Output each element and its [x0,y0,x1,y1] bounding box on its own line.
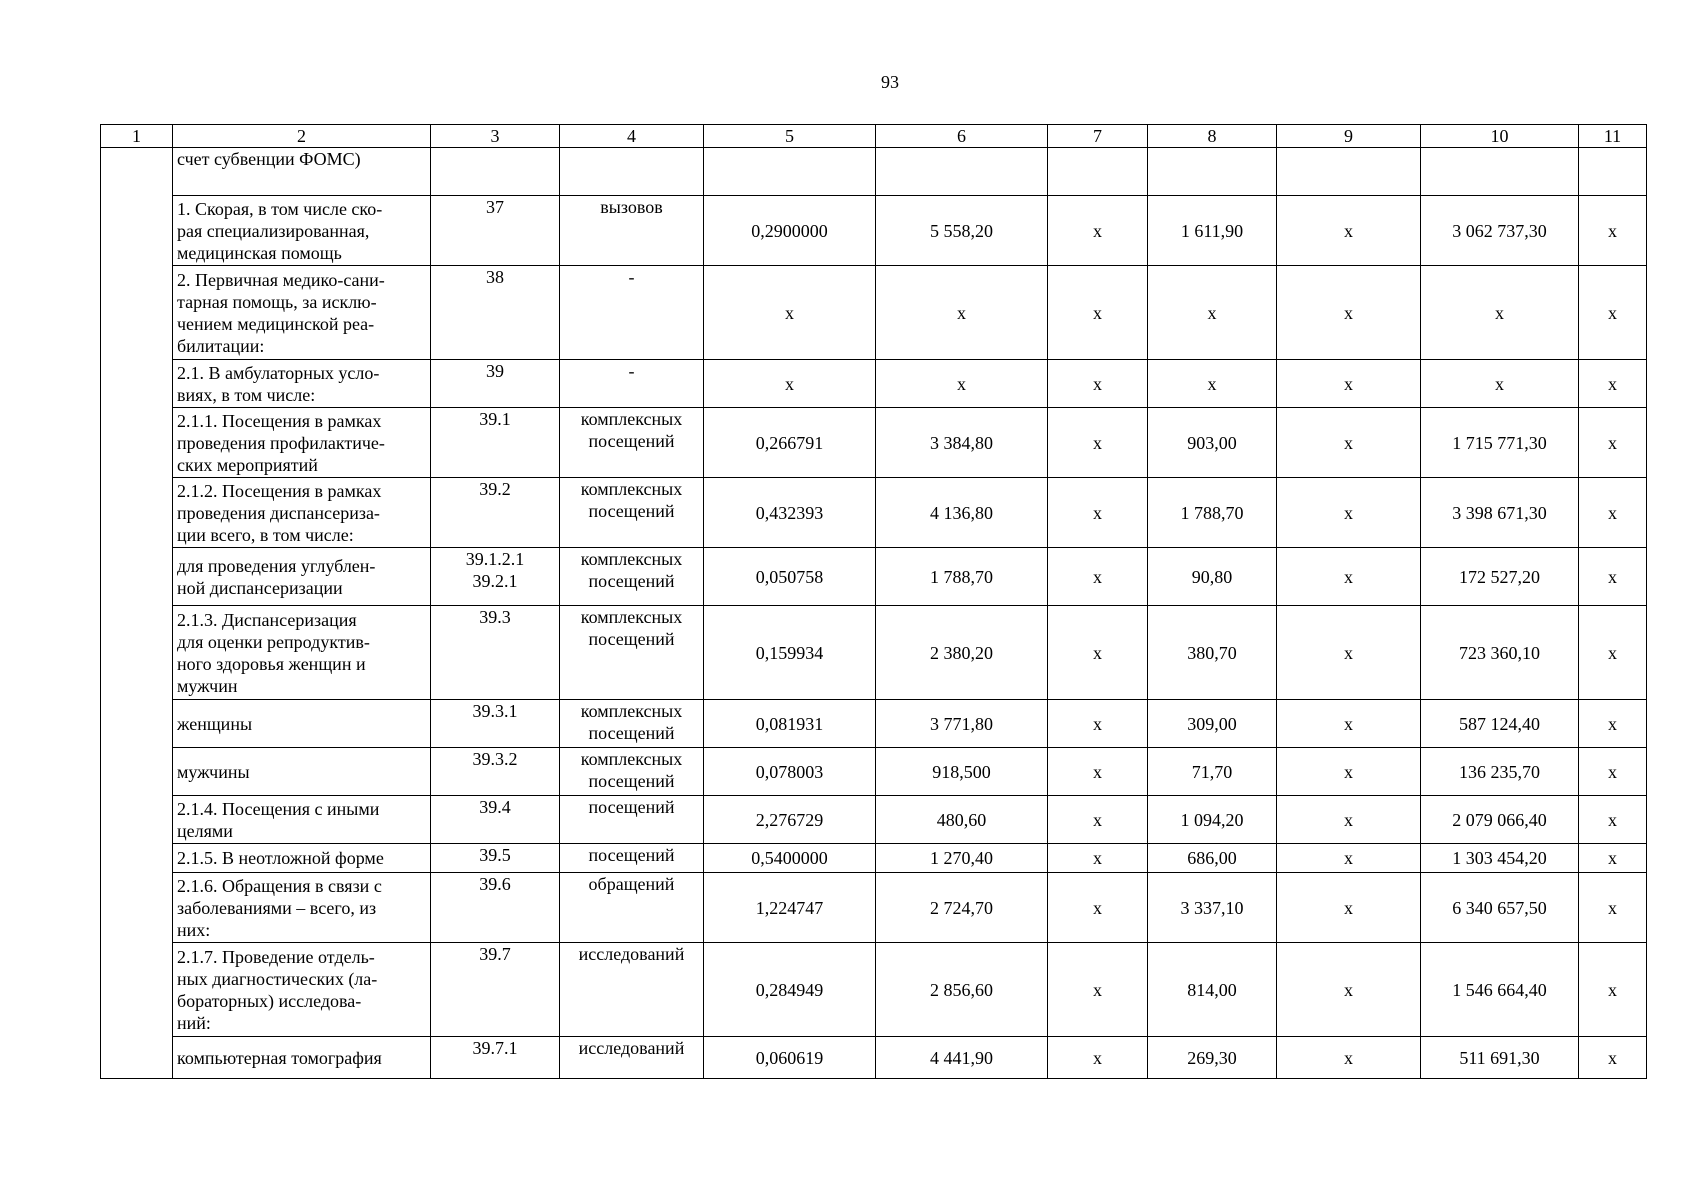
table-row [101,796,1647,844]
value-cell-7: х [1048,943,1148,1037]
value-cell-5 [704,148,876,196]
value-cell-10: 1 303 454,20 [1421,844,1579,873]
unit-cell [560,844,704,873]
value-cell-11: х [1579,266,1647,360]
value-cell-10: 172 527,20 [1421,548,1579,606]
indicator-cell-line: бораторных) исследова- [177,990,362,1011]
value-cell-5: 0,5400000 [704,844,876,873]
value-cell-5: 0,050758 [704,548,876,606]
value-cell-6 [876,148,1048,196]
value-cell-8: 686,00 [1148,844,1277,873]
value-cell-7: х [1048,873,1148,943]
column-header: 8 [1148,125,1277,148]
value-cell-5: 0,159934 [704,606,876,700]
line-number-cell [431,548,560,606]
unit-cell-line: комплексных [580,749,683,769]
value-cell-8: 1 788,70 [1148,478,1277,548]
value-cell-6: 4 136,80 [876,478,1048,548]
value-cell-9: х [1277,873,1421,943]
indicator-cell [173,548,431,606]
indicator-cell-line: целями [177,820,233,841]
indicator-cell-line: 2.1. В амбулаторных усло- [177,362,380,383]
indicator-cell-line: ного здоровья женщин и [177,653,366,674]
indicator-cell [173,266,431,360]
row-number-cell [101,148,173,1079]
line-number-cell-line: 39.3.1 [472,701,518,721]
line-number-cell-line: 39.3.2 [472,749,518,769]
unit-cell [560,478,704,548]
value-cell-9: х [1277,844,1421,873]
value-cell-10: 3 398 671,30 [1421,478,1579,548]
value-cell-7: х [1048,196,1148,266]
value-cell-5: 0,060619 [704,1037,876,1079]
unit-cell [560,1037,704,1079]
value-cell-9: х [1277,1037,1421,1079]
value-cell-10: 511 691,30 [1421,1037,1579,1079]
table-row [101,266,1647,360]
value-cell-11: х [1579,844,1647,873]
line-number-cell [431,606,560,700]
value-cell-11 [1579,148,1647,196]
column-header: 2 [173,125,431,148]
value-cell-7: х [1048,700,1148,748]
value-cell-5: 0,432393 [704,478,876,548]
value-cell-6: 2 724,70 [876,873,1048,943]
table-row [101,360,1647,408]
value-cell-8: х [1148,266,1277,360]
value-cell-8 [1148,148,1277,196]
indicator-cell-line: 2.1.5. В неотложной форме [177,848,384,868]
indicator-cell-line: ции всего, в том числе: [177,524,354,545]
value-cell-9: х [1277,360,1421,408]
value-cell-10: 1 546 664,40 [1421,943,1579,1037]
value-cell-9: х [1277,943,1421,1037]
indicator-cell [173,408,431,478]
indicator-cell-line: 2.1.6. Обращения в связи с [177,875,382,896]
table-row [101,148,1647,196]
value-cell-11: х [1579,1037,1647,1079]
value-cell-8: 90,80 [1148,548,1277,606]
value-cell-5: 0,081931 [704,700,876,748]
line-number-cell [431,844,560,873]
line-number-cell-line: 39.7.1 [472,1038,518,1058]
value-cell-8: 380,70 [1148,606,1277,700]
indicator-cell-line: проведения диспансеризa- [177,502,380,523]
unit-cell-line: - [628,267,635,287]
indicator-cell-line: тарная помощь, за исклю- [177,291,377,312]
header-row [101,125,1647,148]
line-number-cell-line: 39.2.1 [472,571,518,591]
value-cell-11: х [1579,548,1647,606]
line-number-cell-line: 39.2 [479,479,511,499]
value-cell-5: 0,2900000 [704,196,876,266]
indicator-cell [173,360,431,408]
value-cell-11: х [1579,796,1647,844]
value-cell-5: х [704,266,876,360]
value-cell-5: х [704,360,876,408]
unit-cell-line: посещений [588,771,675,791]
unit-cell-line: посещений [588,501,675,521]
value-cell-7: х [1048,548,1148,606]
unit-cell [560,606,704,700]
value-cell-6: х [876,360,1048,408]
unit-cell-line: комплексных [580,409,683,429]
value-cell-7: х [1048,796,1148,844]
value-cell-10: 2 079 066,40 [1421,796,1579,844]
value-cell-8: 309,00 [1148,700,1277,748]
unit-cell [560,148,704,196]
line-number-cell-line: 38 [486,267,504,287]
value-cell-7: х [1048,1037,1148,1079]
table-row [101,748,1647,796]
line-number-cell-line: 39.1 [479,409,511,429]
unit-cell [560,196,704,266]
value-cell-11: х [1579,606,1647,700]
data-table [100,124,1647,1079]
line-number-cell [431,873,560,943]
value-cell-8: 3 337,10 [1148,873,1277,943]
unit-cell-line: обращений [588,874,675,894]
column-header: 11 [1579,125,1647,148]
indicator-cell [173,873,431,943]
indicator-cell-line: мужчин [177,675,238,696]
indicator-cell-line: билитации: [177,335,265,356]
value-cell-10: 1 715 771,30 [1421,408,1579,478]
unit-cell-line: посещений [588,431,675,451]
value-cell-11: х [1579,873,1647,943]
indicator-cell-line: чением медицинской реа- [177,313,375,334]
value-cell-7: х [1048,478,1148,548]
value-cell-11: х [1579,748,1647,796]
value-cell-8: 1 611,90 [1148,196,1277,266]
line-number-cell [431,1037,560,1079]
unit-cell [560,360,704,408]
value-cell-8: 1 094,20 [1148,796,1277,844]
table-row [101,196,1647,266]
table-row [101,548,1647,606]
indicator-cell-line: медицинская помощь [177,242,342,263]
table-row [101,478,1647,548]
indicator-cell [173,1037,431,1079]
indicator-cell-line: 2.1.1. Посещения в рамках [177,410,382,431]
indicator-cell [173,700,431,748]
unit-cell-line: посещений [588,571,675,591]
unit-cell-line: комплексных [580,701,683,721]
table-row [101,844,1647,873]
value-cell-6: 3 384,80 [876,408,1048,478]
indicator-cell-line: проведения профилактиче- [177,432,385,453]
column-header: 5 [704,125,876,148]
indicator-cell-line: компьютерная томография [177,1047,382,1068]
unit-cell-line: комплексных [580,479,683,499]
line-number-cell [431,748,560,796]
value-cell-9: х [1277,266,1421,360]
indicator-cell-line: 2.1.7. Проведение отдель- [177,946,375,967]
value-cell-9: х [1277,606,1421,700]
value-cell-9: х [1277,796,1421,844]
value-cell-6: 4 441,90 [876,1037,1048,1079]
value-cell-8: х [1148,360,1277,408]
table-row [101,408,1647,478]
value-cell-9: х [1277,196,1421,266]
unit-cell [560,873,704,943]
table-row [101,606,1647,700]
value-cell-9: х [1277,700,1421,748]
column-header: 6 [876,125,1048,148]
line-number-cell-line: 39.1.2.1 [465,549,525,569]
line-number-cell [431,360,560,408]
value-cell-5: 0,284949 [704,943,876,1037]
indicator-cell-line: для проведения углублен- [177,555,376,576]
indicator-cell-line: 2. Первичная медико-сани- [177,269,385,290]
value-cell-5: 0,078003 [704,748,876,796]
indicator-cell-line: для оценки репродуктив- [177,631,370,652]
line-number-cell [431,478,560,548]
value-cell-10: х [1421,266,1579,360]
indicator-cell [173,796,431,844]
unit-cell-line: исследований [578,1038,685,1058]
line-number-cell [431,700,560,748]
unit-cell [560,796,704,844]
unit-cell-line: посещений [588,629,675,649]
value-cell-11: х [1579,478,1647,548]
indicator-cell-line: 2.1.2. Посещения в рамках [177,480,382,501]
indicator-cell-line: 1. Скорая, в том числе ско- [177,198,383,219]
value-cell-11: х [1579,196,1647,266]
indicator-cell-line: ных диагностических (ла- [177,968,378,989]
column-header: 7 [1048,125,1148,148]
unit-cell [560,700,704,748]
value-cell-9: х [1277,408,1421,478]
column-header: 9 [1277,125,1421,148]
line-number-cell [431,148,560,196]
unit-cell-line: комплексных [580,607,683,627]
line-number-cell [431,408,560,478]
indicator-cell [173,148,431,196]
table-row [101,1037,1647,1079]
value-cell-8: 814,00 [1148,943,1277,1037]
value-cell-5: 0,266791 [704,408,876,478]
value-cell-11: х [1579,408,1647,478]
value-cell-6: 3 771,80 [876,700,1048,748]
indicator-cell-line: виях, в том числе: [177,384,316,405]
indicator-cell-line: 2.1.3. Диспансеризация [177,609,357,630]
unit-cell-line: вызовов [600,197,663,217]
value-cell-8: 269,30 [1148,1037,1277,1079]
column-header: 10 [1421,125,1579,148]
line-number-cell [431,943,560,1037]
indicator-cell [173,478,431,548]
value-cell-7: х [1048,360,1148,408]
line-number-cell [431,266,560,360]
indicator-cell [173,943,431,1037]
value-cell-10: 136 235,70 [1421,748,1579,796]
value-cell-6: 1 270,40 [876,844,1048,873]
column-header: 3 [431,125,560,148]
line-number-cell-line: 39 [486,361,504,381]
line-number-cell-line: 39.3 [479,607,511,627]
line-number-cell-line: 39.7 [479,944,511,964]
unit-cell [560,943,704,1037]
unit-cell-line: посещений [588,845,675,865]
value-cell-6: 5 558,20 [876,196,1048,266]
unit-cell-line: посещений [588,723,675,743]
unit-cell [560,408,704,478]
indicator-cell-line: них: [177,919,211,940]
unit-cell [560,266,704,360]
value-cell-7: х [1048,408,1148,478]
unit-cell-line: исследований [578,944,685,964]
value-cell-10: 723 360,10 [1421,606,1579,700]
value-cell-5: 1,224747 [704,873,876,943]
value-cell-11: х [1579,700,1647,748]
unit-cell [560,548,704,606]
column-header: 1 [101,125,173,148]
indicator-cell-line: женщины [177,713,253,734]
indicator-cell-line: мужчины [177,761,250,782]
value-cell-7: х [1048,748,1148,796]
value-cell-6: 2 380,20 [876,606,1048,700]
table-row [101,700,1647,748]
line-number-cell-line: 39.5 [479,845,511,865]
value-cell-7 [1048,148,1148,196]
value-cell-11: х [1579,943,1647,1037]
value-cell-11: х [1579,360,1647,408]
table-row [101,873,1647,943]
value-cell-6: х [876,266,1048,360]
value-cell-10 [1421,148,1579,196]
line-number-cell-line: 37 [486,197,504,217]
indicator-cell [173,844,431,873]
value-cell-6: 918,500 [876,748,1048,796]
indicator-cell [173,748,431,796]
value-cell-10: 3 062 737,30 [1421,196,1579,266]
value-cell-8: 71,70 [1148,748,1277,796]
value-cell-6: 480,60 [876,796,1048,844]
indicator-cell [173,196,431,266]
unit-cell [560,748,704,796]
indicator-cell [173,606,431,700]
indicator-cell-line: рая специализированная, [177,220,370,241]
value-cell-6: 2 856,60 [876,943,1048,1037]
indicator-cell-line: 2.1.4. Посещения с иными [177,798,380,819]
value-cell-10: 587 124,40 [1421,700,1579,748]
value-cell-9 [1277,148,1421,196]
line-number-cell-line: 39.4 [479,797,511,817]
unit-cell-line: посещений [588,797,675,817]
indicator-cell-line: ной диспансеризации [177,577,343,598]
value-cell-7: х [1048,266,1148,360]
unit-cell-line: - [628,361,635,381]
indicator-cell-line: ний: [177,1012,211,1033]
table-row [101,943,1647,1037]
indicator-cell-line: счет субвенции ФОМС) [177,149,361,169]
value-cell-9: х [1277,478,1421,548]
value-cell-9: х [1277,748,1421,796]
value-cell-10: х [1421,360,1579,408]
value-cell-10: 6 340 657,50 [1421,873,1579,943]
line-number-cell-line: 39.6 [479,874,511,894]
value-cell-5: 2,276729 [704,796,876,844]
unit-cell-line: комплексных [580,549,683,569]
value-cell-7: х [1048,606,1148,700]
value-cell-6: 1 788,70 [876,548,1048,606]
indicator-cell-line: ских мероприятий [177,454,318,475]
value-cell-7: х [1048,844,1148,873]
line-number-cell [431,196,560,266]
line-number-cell [431,796,560,844]
indicator-cell-line: заболеваниями – всего, из [177,897,377,918]
value-cell-8: 903,00 [1148,408,1277,478]
column-header: 4 [560,125,704,148]
value-cell-9: х [1277,548,1421,606]
page-number: 93 [881,72,899,92]
